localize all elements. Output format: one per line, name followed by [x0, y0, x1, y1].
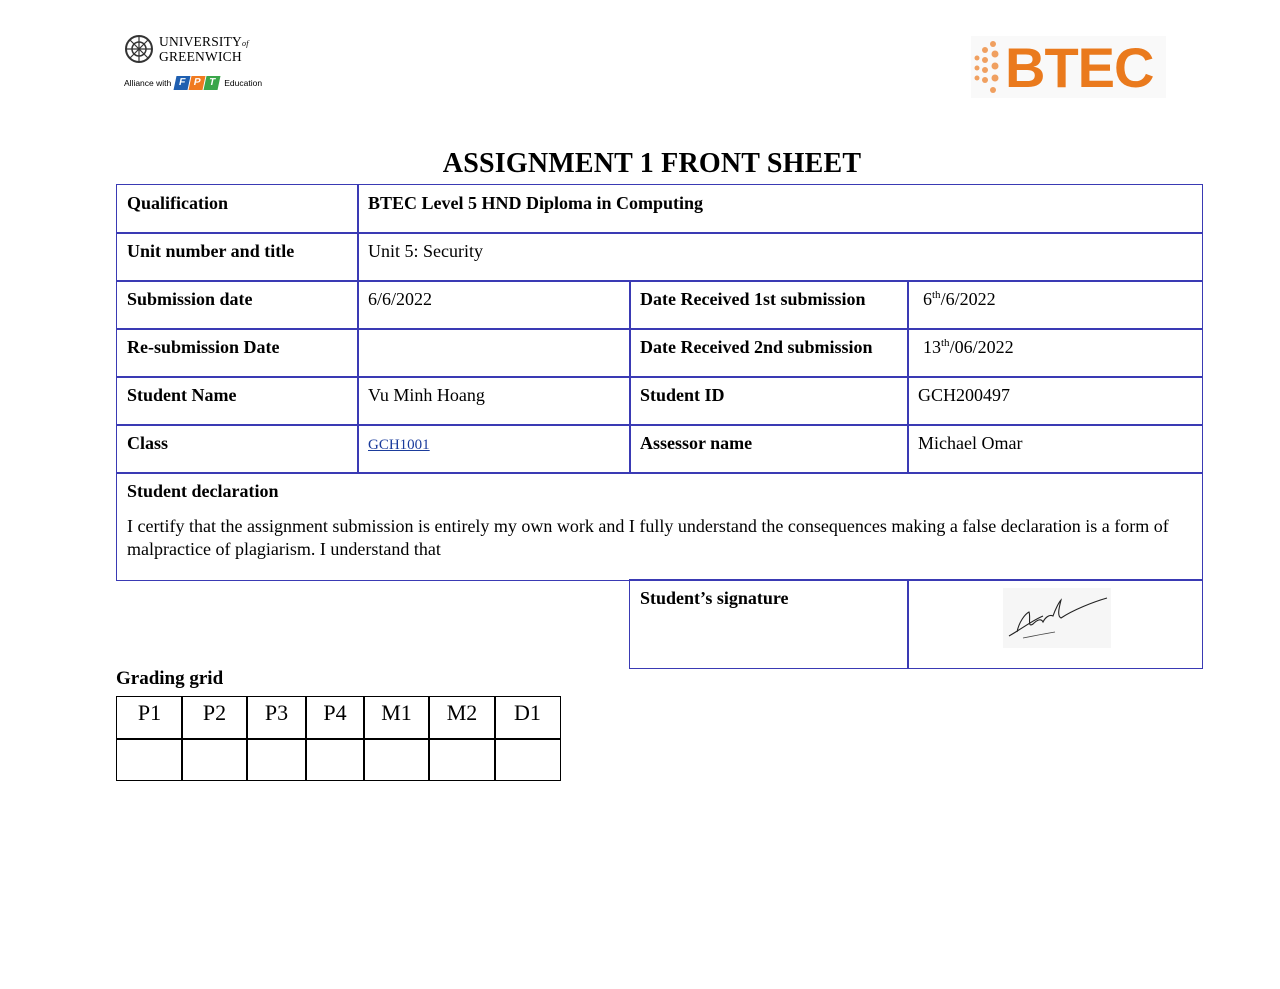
first-received-label: Date Received 1st submission — [629, 280, 909, 330]
grade-header-m2: M2 — [428, 696, 496, 740]
grade-cell-m2[interactable] — [428, 738, 496, 781]
student-name-value: Vu Minh Hoang — [357, 376, 631, 426]
university-greenwich-logo — [124, 34, 264, 104]
page-title: ASSIGNMENT 1 FRONT SHEET — [442, 148, 862, 179]
signature-image — [1003, 588, 1111, 648]
grade-header-d1: D1 — [494, 696, 561, 740]
qualification-label: Qualification — [116, 184, 359, 234]
unit-label: Unit number and title — [116, 232, 359, 282]
class-link[interactable]: GCH1001 — [368, 437, 430, 453]
university-crest-icon — [124, 34, 154, 64]
btec-dots-icon — [971, 36, 1007, 98]
grade-header-m1: M1 — [363, 696, 430, 740]
qualification-value: BTEC Level 5 HND Diploma in Computing — [357, 184, 1203, 234]
grade-cell-m1[interactable] — [363, 738, 430, 781]
grade-cell-p4[interactable] — [305, 738, 365, 781]
fpt-alliance: Alliance with F P T Education — [124, 77, 263, 88]
first-received-value: 6th/6/2022 — [907, 280, 1203, 330]
resubmission-value — [357, 328, 631, 378]
grade-cell-p3[interactable] — [246, 738, 307, 781]
grading-grid-label: Grading grid — [116, 668, 224, 689]
student-id-value: GCH200497 — [907, 376, 1203, 426]
declaration-text: I certify that the assignment submission is entirely my own work and I fully understand the consequences making a false declaration is a form of malpractice of plagiarism. I understand that — [127, 516, 1169, 559]
resubmission-label: Re-submission Date — [116, 328, 359, 378]
assessor-value: Michael Omar — [907, 424, 1203, 474]
declaration-title: Student declaration — [127, 481, 279, 501]
second-received-label: Date Received 2nd submission — [629, 328, 909, 378]
university-name: UNIVERSITYof GREENWICH — [159, 34, 249, 64]
btec-wordmark: BTEC — [1005, 36, 1154, 99]
submission-date-value: 6/6/2022 — [357, 280, 631, 330]
btec-logo — [971, 36, 1166, 98]
fpt-logo: F P T — [175, 76, 220, 90]
grade-cell-p2[interactable] — [181, 738, 248, 781]
grade-header-p4: P4 — [305, 696, 365, 740]
grade-cell-p1[interactable] — [116, 738, 183, 781]
signature-label: Student’s signature — [629, 579, 909, 669]
student-name-label: Student Name — [116, 376, 359, 426]
assessor-label: Assessor name — [629, 424, 909, 474]
class-label: Class — [116, 424, 359, 474]
grade-cell-d1[interactable] — [494, 738, 561, 781]
student-id-label: Student ID — [629, 376, 909, 426]
grade-header-p2: P2 — [181, 696, 248, 740]
second-received-value: 13th/06/2022 — [907, 328, 1203, 378]
student-declaration — [116, 472, 1203, 581]
grade-header-p3: P3 — [246, 696, 307, 740]
class-value-cell — [357, 424, 631, 474]
submission-date-label: Submission date — [116, 280, 359, 330]
unit-value: Unit 5: Security — [357, 232, 1203, 282]
grade-header-p1: P1 — [116, 696, 183, 740]
